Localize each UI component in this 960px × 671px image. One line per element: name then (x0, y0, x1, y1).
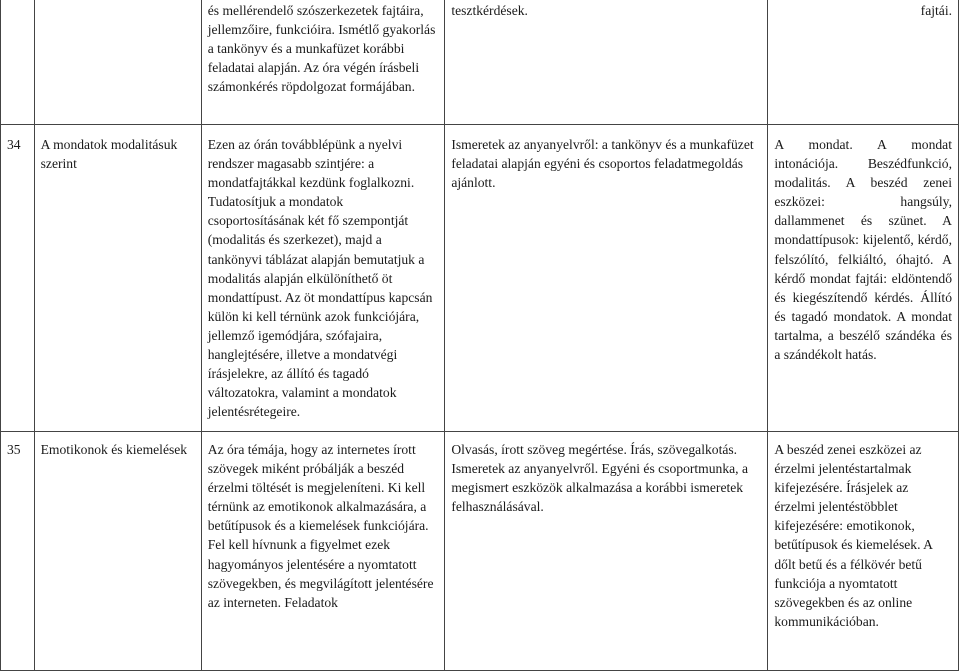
concepts-text: A beszéd zenei eszközei az érzelmi jelentéstartalmak kifejezésére. Írásjelek az érzelmi jelentéstöbblet kifejezésére: emotikonok, betűtípusok és kiemelések. A dőlt betű és a félkövér betű funkciója a nyomtatott szövegekben és az online kommunikációban. (774, 442, 933, 629)
lesson-number-cell (1, 0, 35, 125)
methods-cell (445, 432, 768, 671)
lesson-number-cell (1, 432, 35, 671)
description-cell (201, 432, 445, 671)
description-cell (201, 125, 445, 432)
concepts-cell (768, 125, 959, 432)
methods-cell (445, 0, 768, 125)
description-text: Az óra témája, hogy az internetes írott szövegek miként próbálják a beszéd érzelmi töltését is megjeleníteni. Ki kell térnünk az emotikonok alkalmazására, a betűtípusok és a kiemelések funkciójára. Fel kell hívnunk a figyelmet ezek hagyományos jelentésére a nyomtatott szövegekben, és megvilágított jelentésére az interneten. Feladatok (207, 442, 434, 610)
topic-cell (34, 0, 201, 125)
table-row (1, 432, 959, 671)
concepts-text: A mondat. A mondat intonációja. Beszédfunkció, modalitás. A beszéd zenei eszközei: hangsúly, dallammenet és szünet. A mondattípusok: kijelentő, kérdő, felszólító, felkiáltó, óhajtó. A kérdő mondat fajtái: eldöntendő és kiegészítendő kérdés. Állító és tagadó mondatok. A mondat tartalma, a beszélő szándéka és a szándékolt hatás. (774, 137, 952, 363)
topic-cell (34, 125, 201, 432)
methods-cell (445, 125, 768, 432)
lesson-number-cell (1, 125, 35, 432)
lesson-number: 34 (7, 137, 21, 152)
methods-text: Olvasás, írott szöveg megértése. Írás, szövegalkotás. Ismeretek az anyanyelvről. Egyéni és csoportmunka, a megismert eszközök alkalmazása a korábbi ismeretek felhasználásával. (451, 442, 748, 515)
methods-text: tesztkérdések. (451, 3, 528, 18)
description-text: Ezen az órán továbblépünk a nyelvi rendszer magasabb szintjére: a mondatfajtákkal kezdünk foglalkozni. Tudatosítjuk a mondatok csoportosításának két fő szempontját (modalitás és szerkezet), majd a tankönyvi táblázat alapján bemutatjuk a modalitás alapján elkülöníthető öt mondattípust. Az öt mondattípus kapcsán külön ki kell térnünk azok funkciójára, jellemző igemódjára, szófajaira, hanglejtésére, illetve a mondatvégi írásjelekre, az állító és tagadó változatokra, valamint a mondatok jelentésrétegeire. (207, 137, 433, 420)
topic-text: A mondatok modalitásuk szerint (40, 137, 178, 172)
concepts-cell (768, 432, 959, 671)
topic-text: Emotikonok és kiemelések (40, 442, 188, 457)
description-cell (201, 0, 445, 125)
topic-cell (34, 432, 201, 671)
methods-text: Ismeretek az anyanyelvről: a tankönyv és a munkafüzet feladatai alapján egyéni és csoportos feladatmegoldás ajánlott. (451, 137, 754, 191)
description-text: és mellérendelő szószerkezetek fajtáira, jellemzőire, funkcióira. Ismétlő gyakorlás a tankönyv és a munkafüzet korábbi feladatai alapján. Az óra végén írásbeli számonkérés röpdolgozat formájában. (207, 3, 436, 95)
lesson-number: 35 (7, 442, 21, 457)
table-row (1, 0, 959, 125)
concepts-cell (768, 0, 959, 125)
table-row (1, 125, 959, 432)
concepts-text: fajtái. (920, 3, 952, 18)
